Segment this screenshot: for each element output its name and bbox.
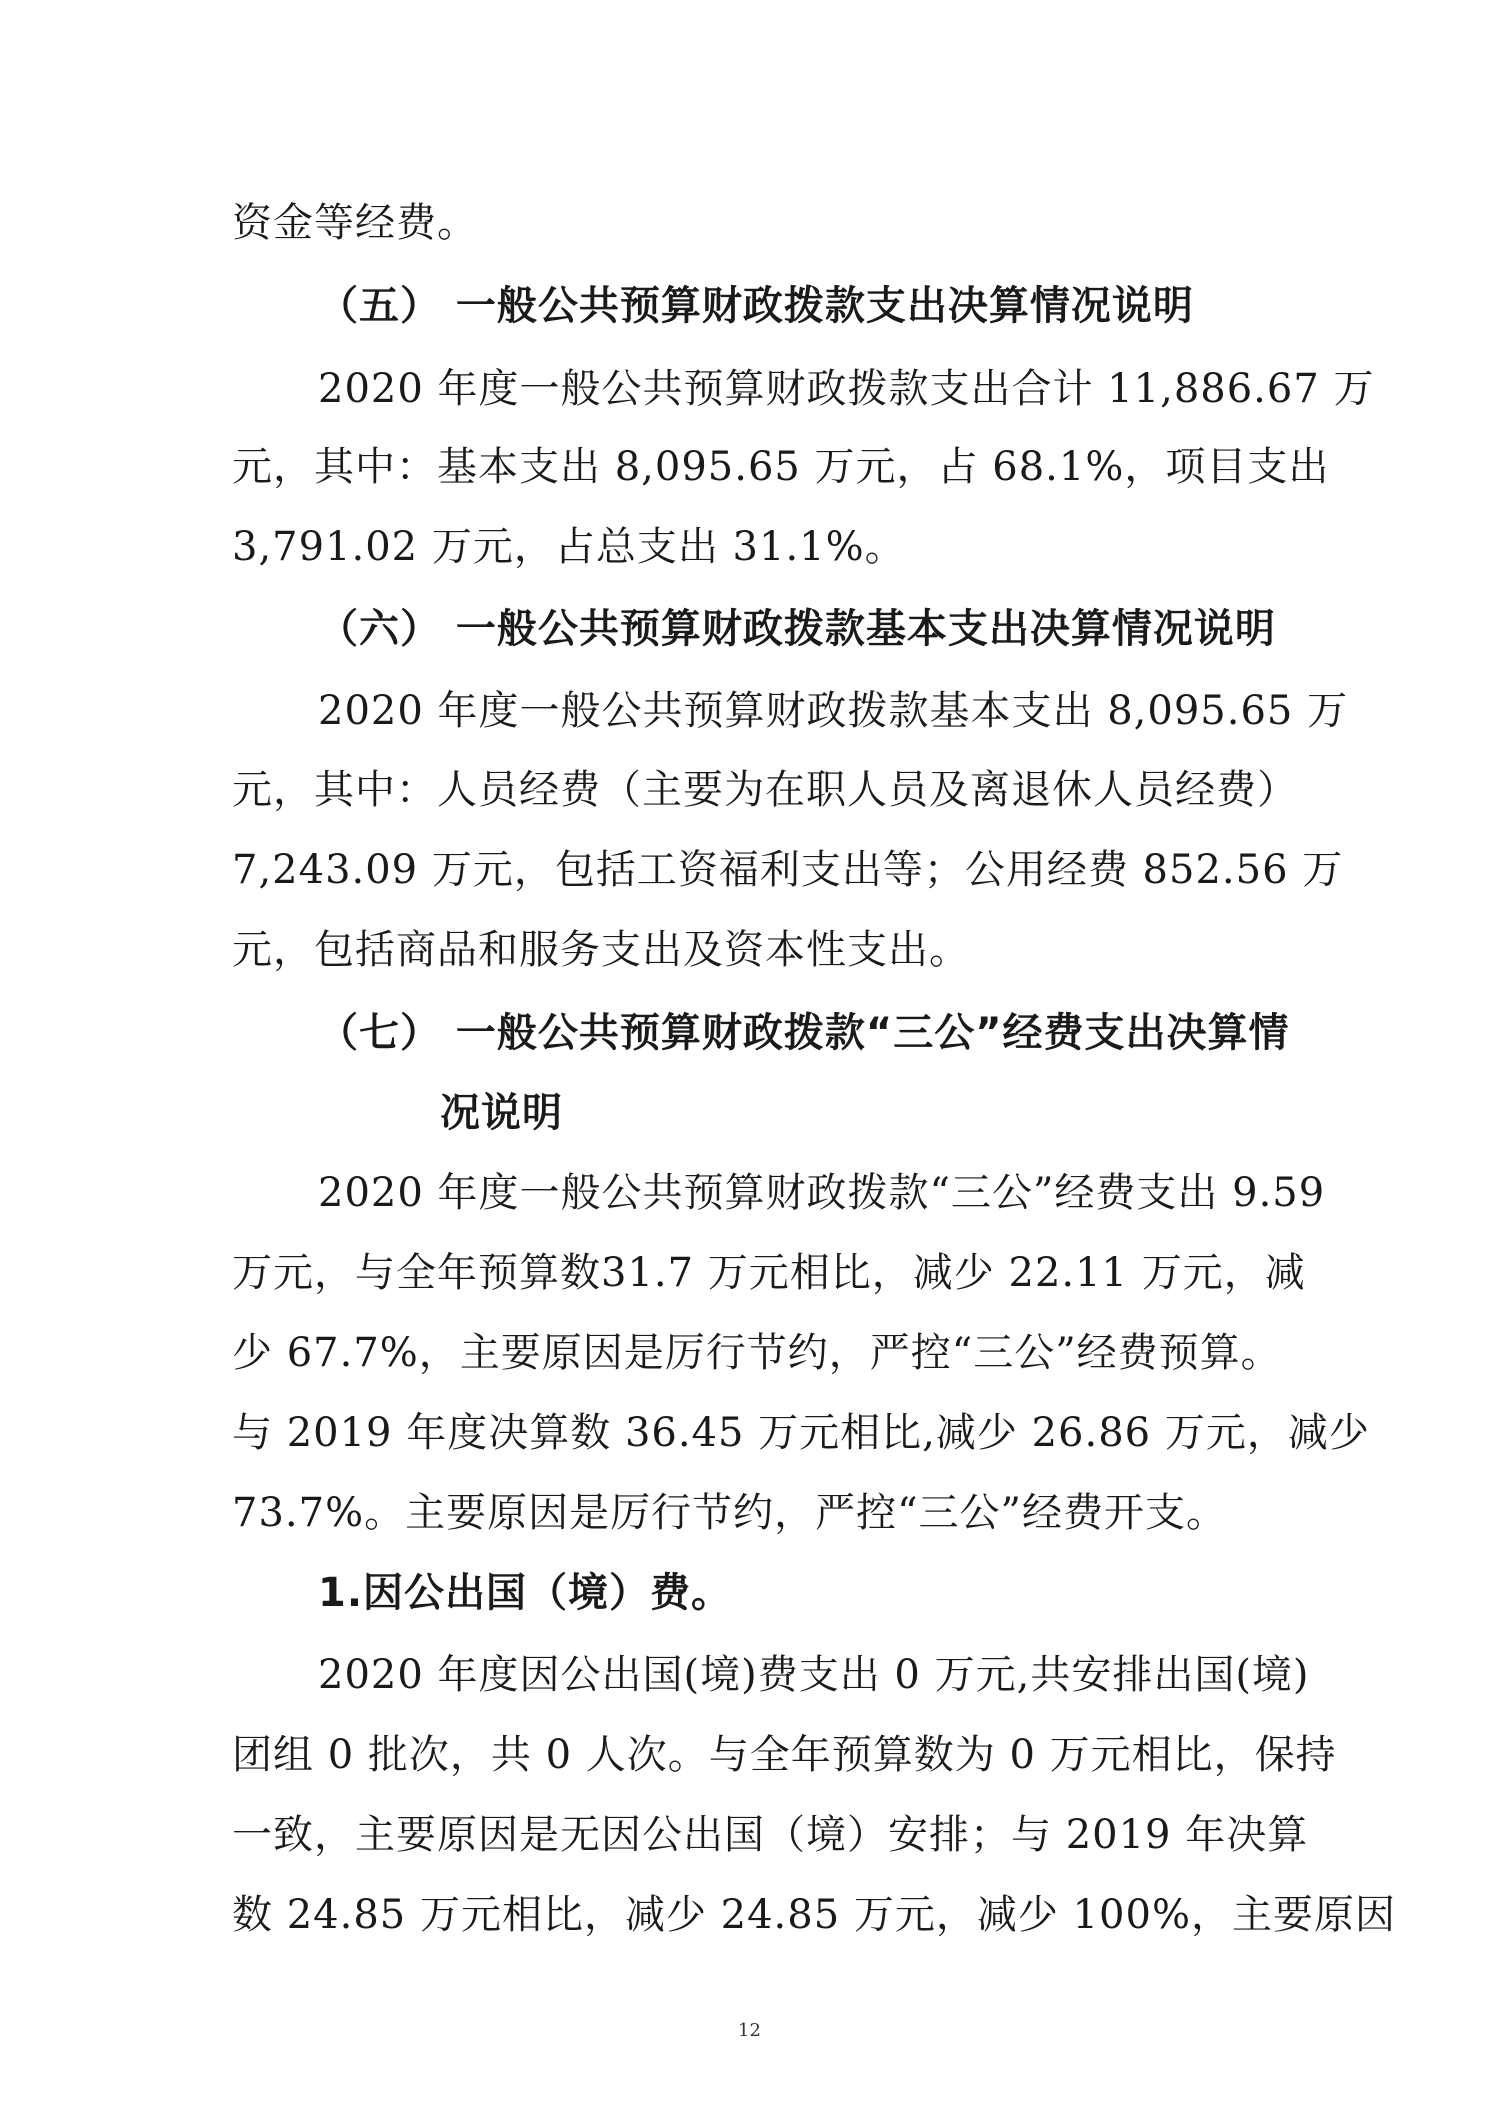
subsection-heading-1: 1.因公出国（境）费。 (318, 1570, 733, 1616)
body-text-line: 2020 年度因公出国(境)费支出 0 万元,共安排出国(境) (318, 1652, 1310, 1698)
body-text-line: 万元，与全年预算数31.7 万元相比，减少 22.11 万元，减 (232, 1250, 1306, 1296)
body-text-line: 元，其中：人员经费（主要为在职人员及离退休人员经费） (232, 767, 1298, 813)
page-number: 12 (738, 2020, 761, 2041)
body-text-line: 7,243.09 万元，包括工资福利支出等；公用经费 852.56 万 (232, 847, 1344, 893)
section-heading-7-cont: 况说明 (440, 1090, 563, 1136)
body-text-line: 资金等经费。 (232, 200, 478, 246)
section-heading-6: （六） 一般公共预算财政拨款基本支出决算情况说明 (318, 606, 1276, 652)
body-text-line: 3,791.02 万元，占总支出 31.1%。 (232, 524, 906, 570)
body-text-line: 少 67.7%，主要原因是厉行节约，严控“三公”经费预算。 (232, 1330, 1282, 1376)
body-text-line: 一致，主要原因是无因公出国（境）安排；与 2019 年决算 (232, 1812, 1309, 1858)
section-heading-7: （七） 一般公共预算财政拨款“三公”经费支出决算情 (318, 1010, 1290, 1056)
body-text-line: 与 2019 年度决算数 36.45 万元相比,减少 26.86 万元，减少 (232, 1410, 1370, 1456)
body-text-line: 元，其中：基本支出 8,095.65 万元，占 68.1%，项目支出 (232, 444, 1330, 490)
body-text-line: 2020 年度一般公共预算财政拨款支出合计 11,886.67 万 (318, 366, 1375, 412)
body-text-line: 团组 0 批次，共 0 人次。与全年预算数为 0 万元相比，保持 (232, 1732, 1337, 1778)
section-heading-5: （五） 一般公共预算财政拨款支出决算情况说明 (318, 283, 1194, 329)
body-text-line: 2020 年度一般公共预算财政拨款基本支出 8,095.65 万 (318, 688, 1349, 734)
body-text-line: 73.7%。主要原因是厉行节约，严控“三公”经费开支。 (232, 1490, 1227, 1536)
body-text-line: 2020 年度一般公共预算财政拨款“三公”经费支出 9.59 (318, 1170, 1326, 1216)
body-text-line: 元，包括商品和服务支出及资本性支出。 (232, 927, 970, 973)
body-text-line: 数 24.85 万元相比，减少 24.85 万元，减少 100%，主要原因 (232, 1892, 1396, 1938)
